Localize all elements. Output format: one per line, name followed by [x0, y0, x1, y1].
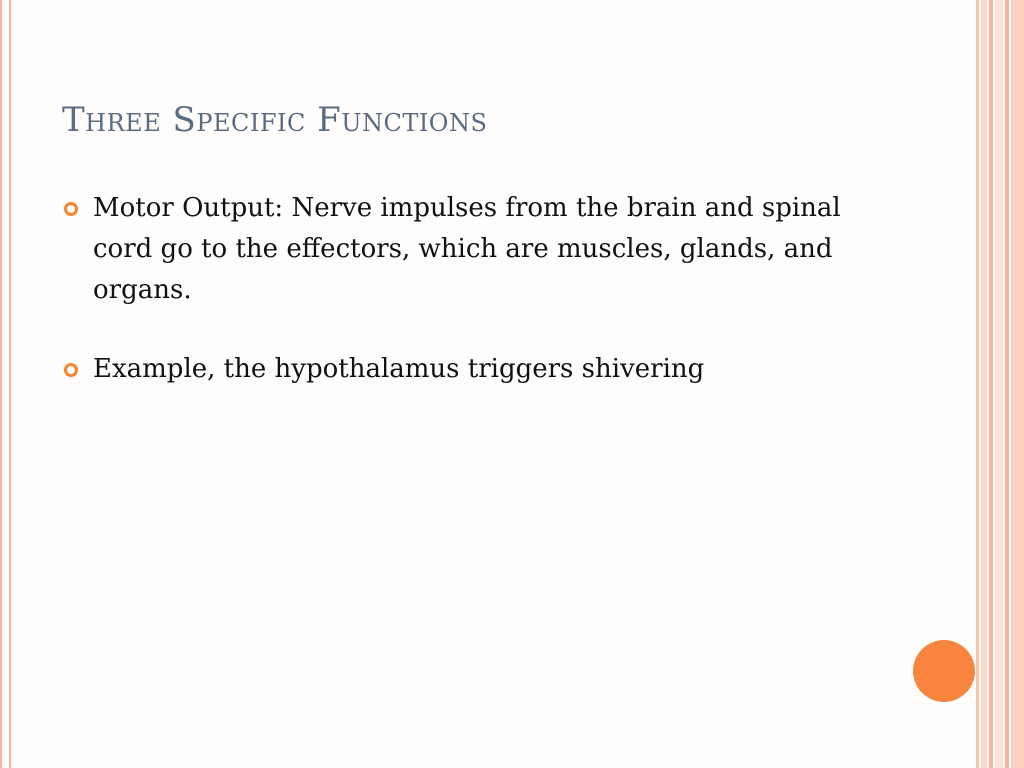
ring-bullet-icon: [64, 202, 78, 216]
right-decorative-stripe: [976, 0, 979, 768]
bullet-item: [62, 349, 852, 390]
bullet-text: Example, the hypothalamus triggers shivering: [93, 354, 705, 384]
right-decorative-stripe: [995, 0, 1003, 768]
bullet-list: [62, 188, 852, 428]
right-decorative-stripe: [1011, 0, 1024, 768]
right-decorative-stripe: [989, 0, 993, 768]
right-decorative-stripe: [1005, 0, 1009, 768]
ring-bullet-icon: [64, 363, 78, 377]
decorative-orange-circle: [913, 640, 975, 702]
bullet-text: Motor Output: Nerve impulses from the brain and spinal cord go to the effectors, which are muscles, glands, and organs.: [93, 193, 841, 305]
left-border-line: [9, 0, 11, 768]
right-decorative-stripe: [981, 0, 987, 768]
left-border-line: [0, 0, 2, 768]
slide-title: Three Specific Functions: [62, 100, 488, 140]
bullet-item: [62, 188, 852, 311]
